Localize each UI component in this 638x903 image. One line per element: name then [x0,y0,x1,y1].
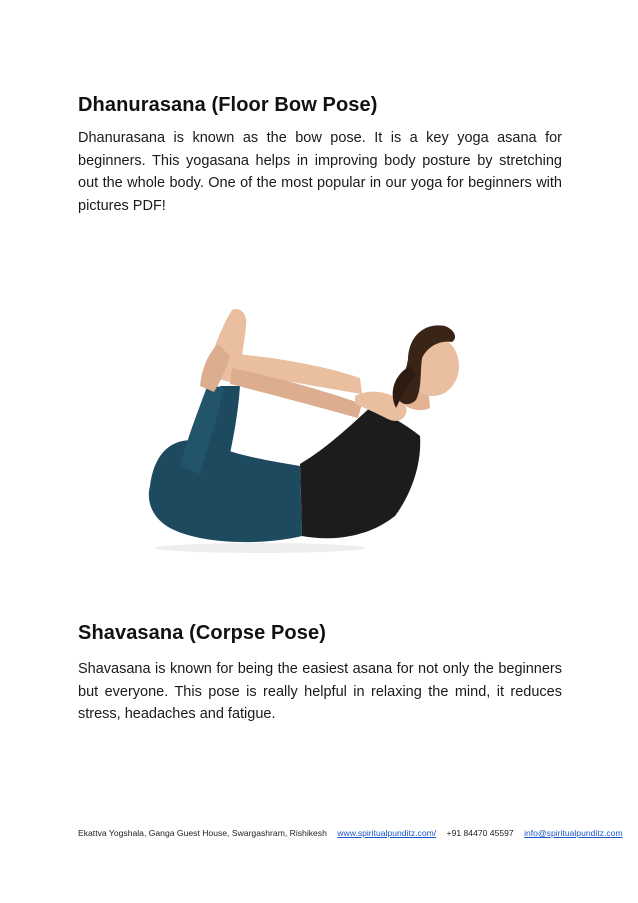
footer-email-link[interactable]: info@spiritualpunditz.com [524,828,623,838]
page-footer [78,828,623,838]
section-heading-dhanurasana: Dhanurasana (Floor Bow Pose) [78,94,378,116]
section-body-dhanurasana: Dhanurasana is known as the bow pose. It is a key yoga asana for beginners. This yogasana helps in improving body posture by stretching out the whole body. One of the most popular in our yoga for beginners with pictures PDF! [78,130,562,214]
footer-website-link[interactable]: www.spiritualpunditz.com/ [337,828,437,838]
section-heading-shavasana: Shavasana (Corpse Pose) [78,622,326,644]
section-body-shavasana: Shavasana is known for being the easiest asana for not only the beginners but everyone. This pose is really helpful in relaxing the mind, it reduces stress, headaches and fatigue. [78,661,562,722]
footer-phone: +91 84470 45597 [446,828,514,838]
bow-pose-photo [140,296,480,558]
footer-address: Ekattva Yogshala, Ganga Guest House, Swargashram, Rishikesh [78,828,327,838]
